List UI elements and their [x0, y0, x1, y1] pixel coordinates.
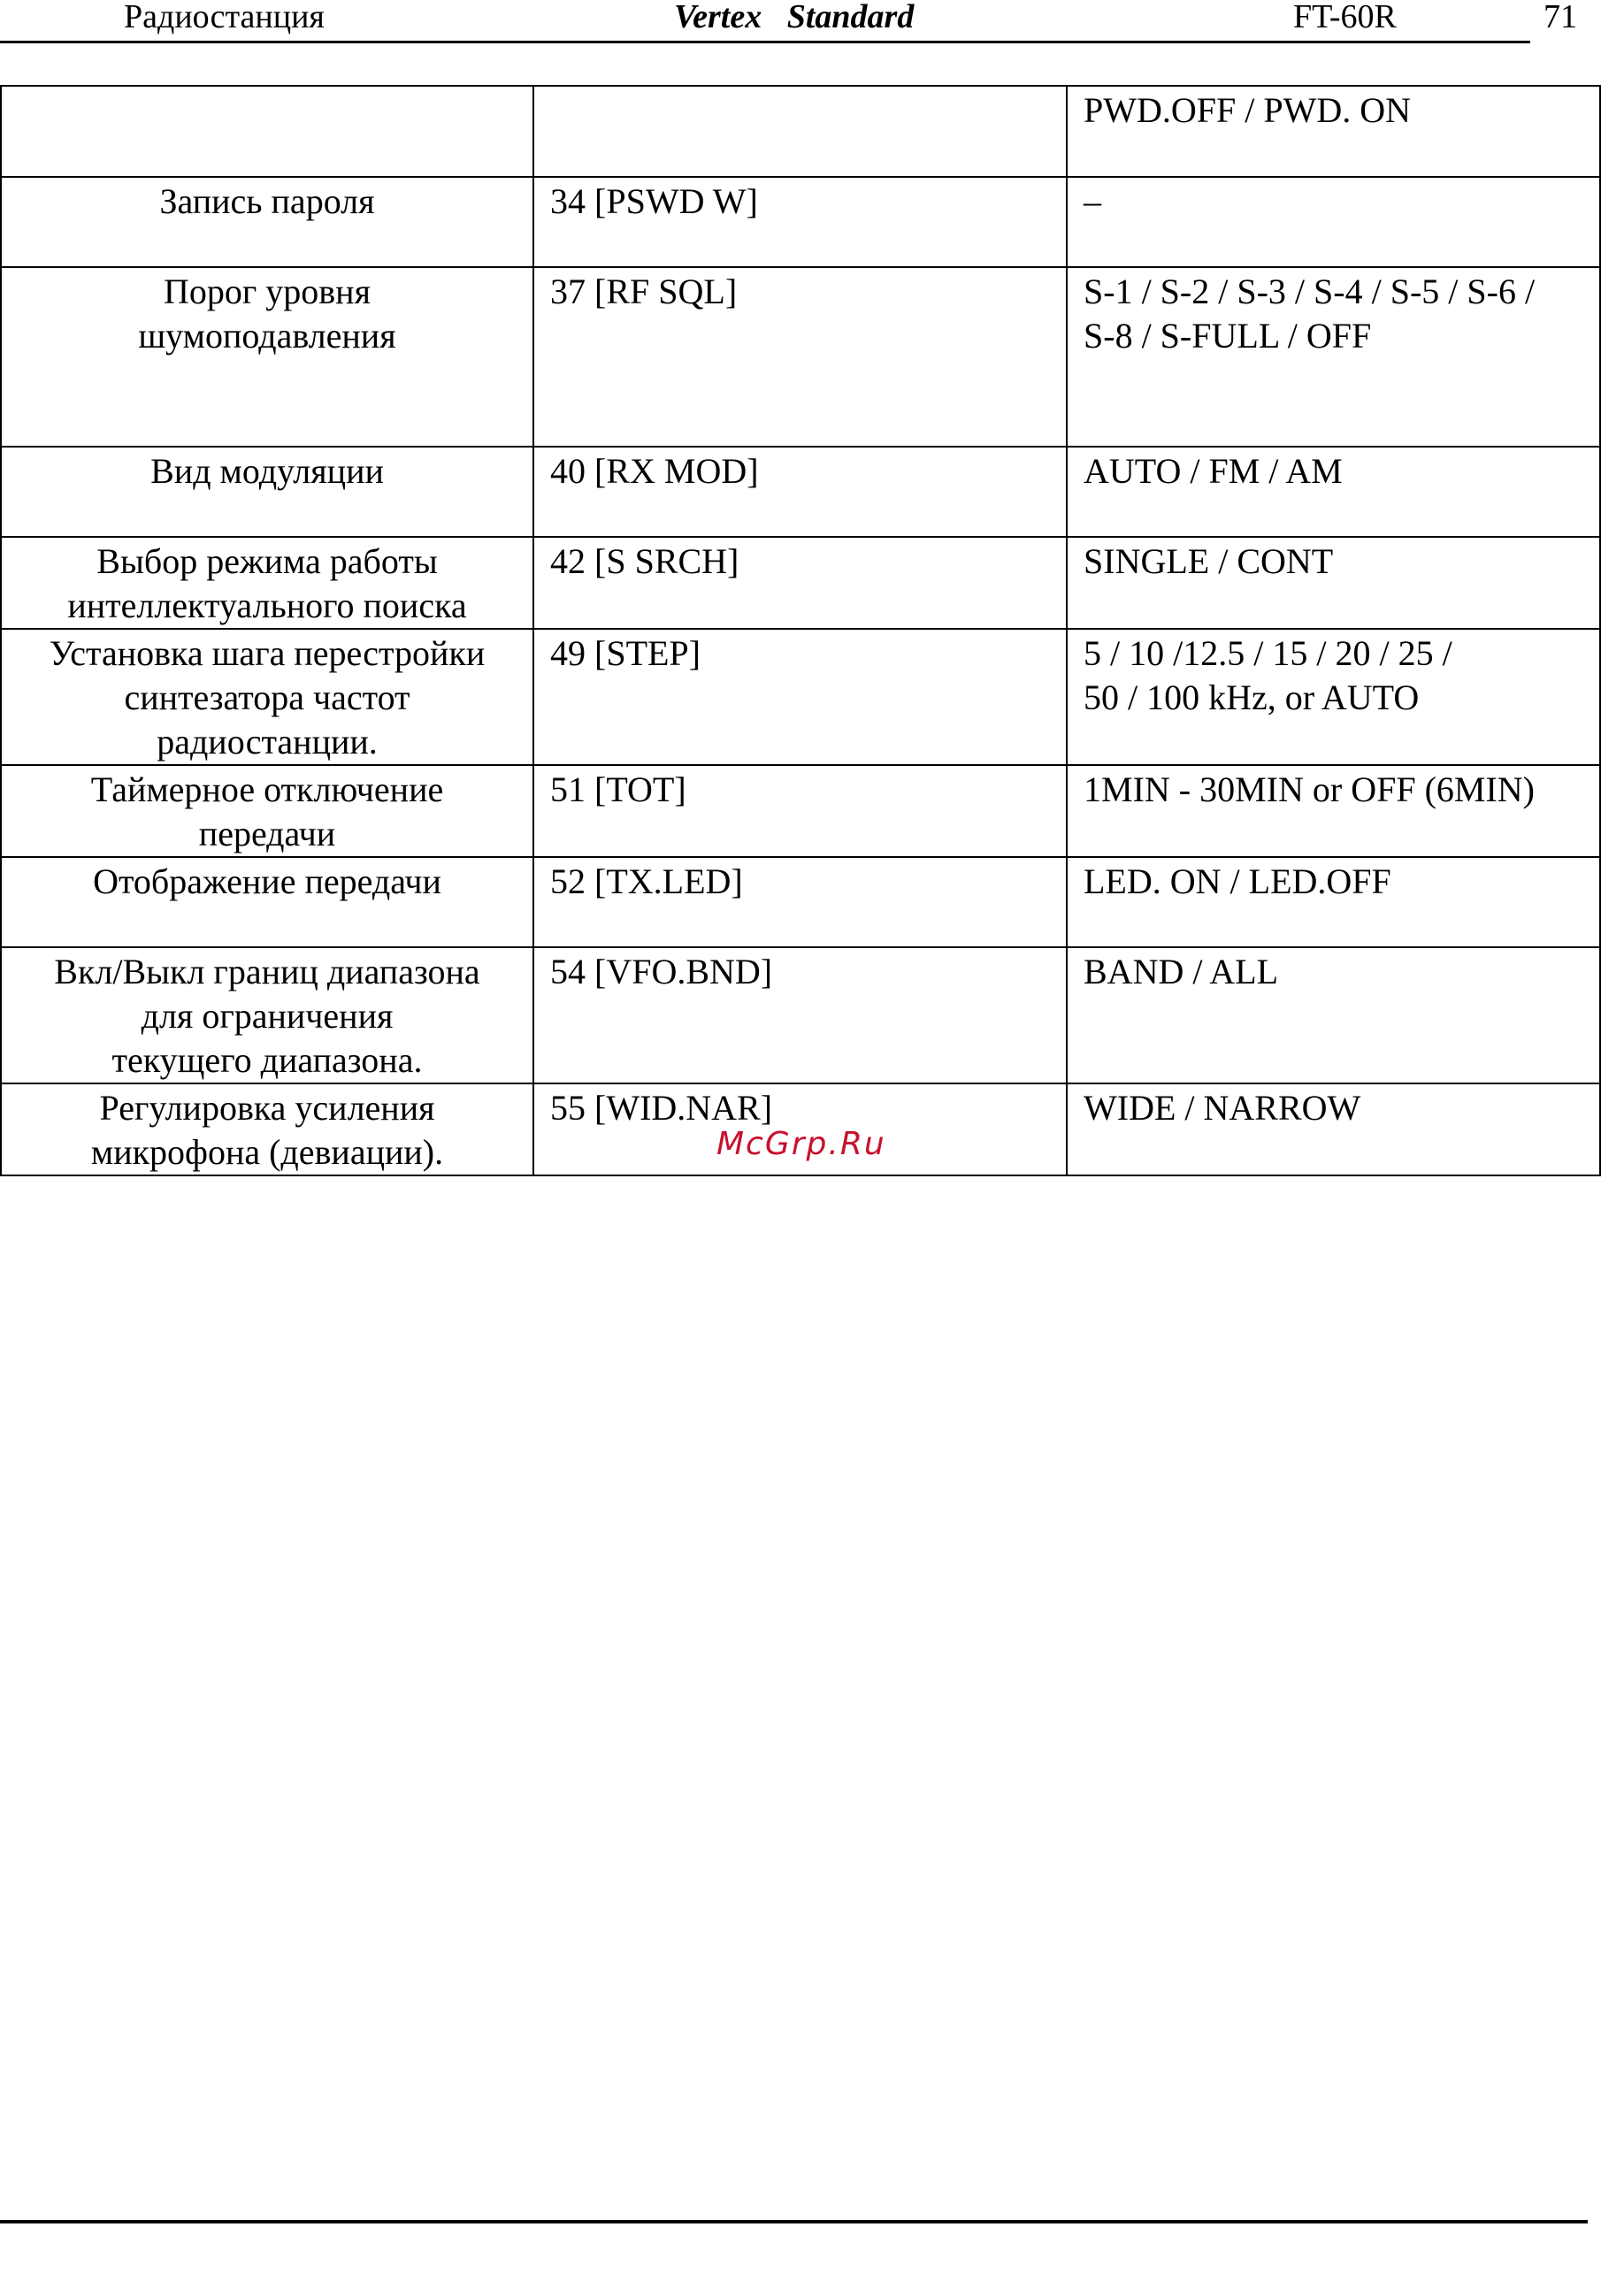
- row-menu-item: 34 [PSWD W]: [533, 177, 1067, 267]
- row-menu-item: 52 [TX.LED]: [533, 857, 1067, 947]
- row-menu-item: 51 [TOT]: [533, 765, 1067, 857]
- row-description: Порог уровня шумоподавления: [1, 267, 533, 447]
- table-row: [1, 857, 1600, 947]
- menu-settings-table: [0, 85, 1601, 1176]
- row-description: Вид модуляции: [1, 447, 533, 537]
- table-row: [1, 537, 1600, 629]
- row-description: Запись пароля: [1, 177, 533, 267]
- row-values: BAND / ALL: [1067, 947, 1600, 1083]
- row-menu-item: 55 [WID.NAR]: [533, 1083, 1067, 1175]
- table-row: [1, 629, 1600, 765]
- table-row: [1, 447, 1600, 537]
- row-values: 5 / 10 /12.5 / 15 / 20 / 25 / 50 / 100 kHz, or AUTO: [1067, 629, 1600, 765]
- row-values: SINGLE / CONT: [1067, 537, 1600, 629]
- row-description: Таймерное отключение передачи: [1, 765, 533, 857]
- row-menu-item: 40 [RX MOD]: [533, 447, 1067, 537]
- row-values: –: [1067, 177, 1600, 267]
- row-menu-item: 49 [STEP]: [533, 629, 1067, 765]
- row-menu-item: [533, 86, 1067, 177]
- row-menu-item: 37 [RF SQL]: [533, 267, 1067, 447]
- row-description: [1, 86, 533, 177]
- footer-rule: [0, 2220, 1588, 2223]
- row-values: S-1 / S-2 / S-3 / S-4 / S-5 / S-6 / S-8 / S-FULL / OFF: [1067, 267, 1600, 447]
- row-values: 1MIN - 30MIN or OFF (6MIN): [1067, 765, 1600, 857]
- row-description: Установка шага перестройки синтезатора частот радиостанции.: [1, 629, 533, 765]
- watermark: McGrp.Ru: [716, 1126, 886, 1162]
- row-description: Вкл/Выкл границ диапазона для ограничения текущего диапазона.: [1, 947, 533, 1083]
- header-brand: Vertex Standard: [674, 0, 915, 35]
- row-description: Регулировка усиления микрофона (девиации).: [1, 1083, 533, 1175]
- header-model: FT-60R: [1293, 0, 1397, 35]
- row-menu-item: 54 [VFO.BND]: [533, 947, 1067, 1083]
- row-description: Отображение передачи: [1, 857, 533, 947]
- table-row: [1, 765, 1600, 857]
- table-row: [1, 947, 1600, 1083]
- row-values: AUTO / FM / AM: [1067, 447, 1600, 537]
- row-description: Выбор режима работы интеллектуального поиска: [1, 537, 533, 629]
- page-number: 71: [1544, 0, 1577, 35]
- page-header: [0, 0, 1530, 43]
- header-device-type: Радиостанция: [124, 0, 325, 35]
- table-row: [1, 177, 1600, 267]
- table-row: [1, 267, 1600, 447]
- row-values: LED. ON / LED.OFF: [1067, 857, 1600, 947]
- table-row: [1, 86, 1600, 177]
- row-values: WIDE / NARROW: [1067, 1083, 1600, 1175]
- row-values: PWD.OFF / PWD. ON: [1067, 86, 1600, 177]
- row-menu-item: 42 [S SRCH]: [533, 537, 1067, 629]
